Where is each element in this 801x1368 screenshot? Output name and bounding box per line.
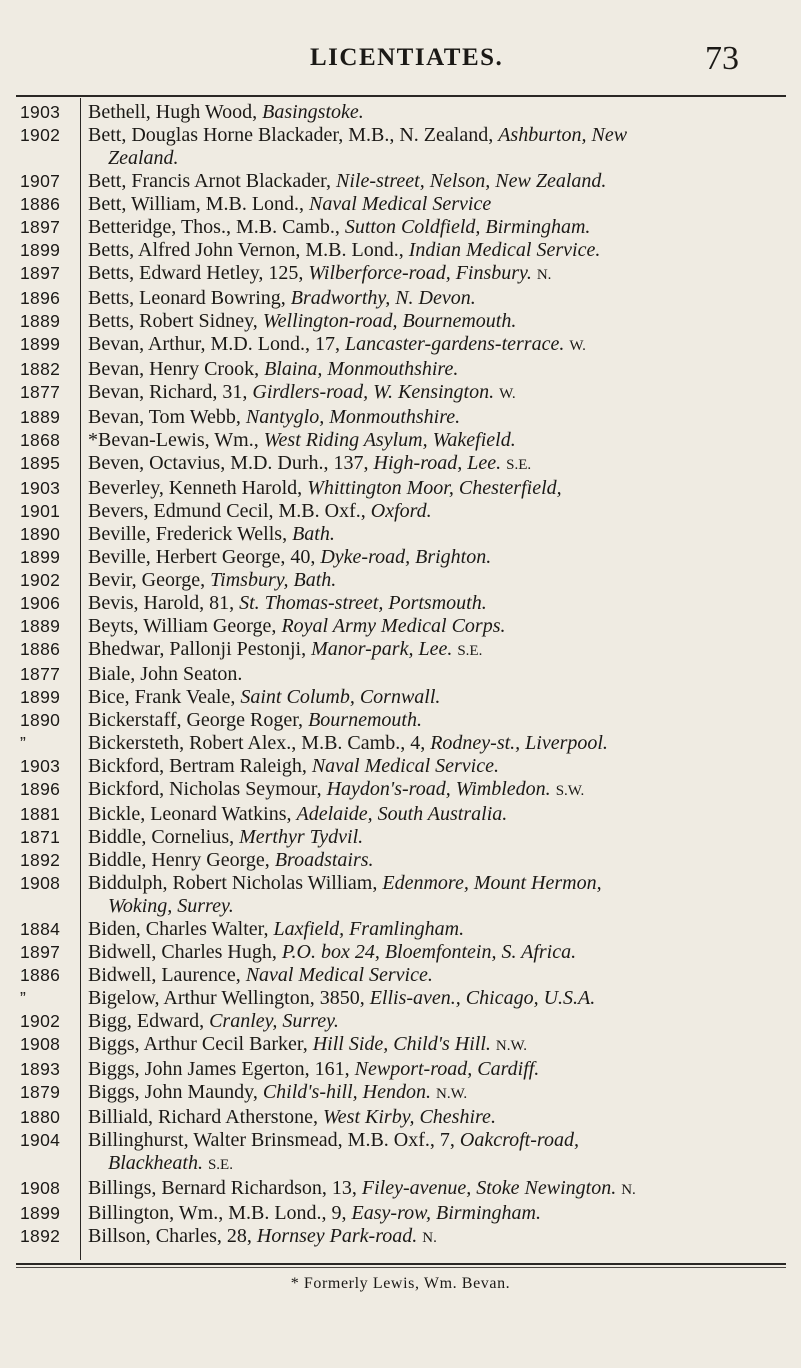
entry-name: Bevan, Arthur, M.D. Lond., 17, [88, 333, 340, 355]
entry-text [88, 262, 793, 287]
entry-year: 1892 [20, 1226, 61, 1246]
entry-name: Biden, Charles Walter, [88, 918, 269, 940]
entry-address: Nile-street, Nelson, New Zealand. [336, 170, 607, 192]
entry-text [88, 987, 793, 1010]
entry-name: Bethell, Hugh Wood, [88, 101, 258, 123]
entry-address: Girdlers-road, W. Kensington. [252, 381, 495, 403]
entry-text [88, 778, 793, 803]
entry-name: Bidwell, Charles Hugh, [88, 941, 277, 963]
entry-district: N. [621, 1182, 636, 1198]
entry-year: 1901 [20, 501, 61, 521]
entry-text [88, 592, 793, 615]
entry-address: Laxfield, Framlingham. [273, 918, 465, 940]
entry-name: Bigelow, Arthur Wellington, 3850, [88, 987, 365, 1009]
entry-name: Bevan, Richard, 31, [88, 381, 248, 403]
entry-year: 1907 [20, 171, 61, 191]
entry-name: Bett, William, M.B. Lond., [88, 193, 305, 215]
entry-text [88, 358, 793, 381]
entry-text [88, 686, 793, 709]
entry-address: Dyke-road, Brighton. [320, 546, 492, 568]
list-item [0, 216, 801, 239]
entry-address: Haydon's-road, Wimbledon. [326, 778, 551, 800]
entry-year: 1889 [20, 311, 61, 331]
entry-year: 1904 [20, 1130, 61, 1150]
list-item [0, 310, 801, 333]
entry-name: Bevis, Harold, 81, [88, 592, 235, 614]
entry-name: Bevers, Edmund Cecil, M.B. Oxf., [88, 500, 366, 522]
entry-text [88, 638, 793, 663]
entry-name: Bickle, Leonard Watkins, [88, 803, 292, 825]
entry-address: Wellington-road, Bournemouth. [262, 310, 517, 332]
entry-text [88, 941, 793, 964]
entry-address: Naval Medical Service. [245, 964, 433, 986]
entry-continuation-text: Woking, Surrey. [108, 895, 234, 917]
entry-year: 1868 [20, 430, 61, 450]
entry-year: 1899 [20, 547, 61, 567]
entry-name: Billington, Wm., M.B. Lond., 9, [88, 1202, 347, 1224]
entry-name: Bevan, Henry Crook, [88, 358, 260, 380]
entry-text [88, 124, 793, 147]
list-item [0, 941, 801, 964]
entry-name: Betteridge, Thos., M.B. Camb., [88, 216, 340, 238]
entry-district: W. [569, 338, 586, 354]
header-rule [16, 95, 786, 97]
entry-text [88, 546, 793, 569]
entry-text [88, 101, 793, 124]
list-item [0, 1177, 801, 1202]
list-item [0, 523, 801, 546]
entry-continuation [108, 1152, 801, 1177]
entry-year: 1902 [20, 570, 61, 590]
entry-name: Billson, Charles, 28, [88, 1225, 252, 1247]
entry-year: 1896 [20, 779, 61, 799]
entry-text [88, 1225, 793, 1250]
list-item [0, 803, 801, 826]
list-item [0, 101, 801, 124]
entry-district: S.W. [555, 783, 585, 799]
entry-text [88, 755, 793, 778]
footnote: * Formerly Lewis, Wm. Bevan. [290, 1275, 511, 1292]
entry-name: Bett, Francis Arnot Blackader, [88, 170, 332, 192]
list-item [0, 333, 801, 358]
entry-address: Oxford. [370, 500, 432, 522]
list-item [0, 262, 801, 287]
entry-text [88, 826, 793, 849]
entry-year: 1884 [20, 919, 61, 939]
list-item [0, 592, 801, 615]
entry-year: 1879 [20, 1082, 61, 1102]
entry-year: 1908 [20, 1034, 61, 1054]
entry-text [88, 452, 793, 477]
entry-text [88, 1058, 793, 1081]
entry-address: Ashburton, New [498, 124, 628, 146]
list-item [0, 686, 801, 709]
entry-year: 1899 [20, 687, 61, 707]
page-header [0, 40, 801, 84]
entry-name: Billings, Bernard Richardson, 13, [88, 1177, 357, 1199]
entry-text [88, 1177, 793, 1202]
footer-rule-thin [16, 1267, 786, 1268]
entry-district: S.E. [506, 457, 532, 473]
entry-name: Biale, John Seaton. [88, 663, 243, 685]
entry-year: 1895 [20, 453, 61, 473]
entry-text [88, 1010, 793, 1033]
entry-district: N.W. [495, 1038, 528, 1054]
entry-name: Biddle, Henry George, [88, 849, 270, 871]
entry-text [88, 872, 793, 895]
list-item [0, 964, 801, 987]
list-item [0, 918, 801, 941]
entry-year: 1897 [20, 217, 61, 237]
entry-address: Blaina, Monmouthshire. [264, 358, 459, 380]
list-item [0, 477, 801, 500]
entry-text [88, 1106, 793, 1129]
entry-address: St. Thomas-street, Portsmouth. [239, 592, 487, 614]
entry-address: Royal Army Medical Corps. [281, 615, 506, 637]
list-item [0, 406, 801, 429]
entry-address: Bradworthy, N. Devon. [290, 287, 476, 309]
entry-address: West Kirby, Cheshire. [322, 1106, 496, 1128]
list-item [0, 1010, 801, 1033]
entry-year: 1903 [20, 478, 61, 498]
list-item [0, 987, 801, 1010]
list-item [0, 872, 801, 918]
footer-rule [16, 1263, 786, 1265]
entry-name: Beven, Octavius, M.D. Durh., 137, [88, 452, 369, 474]
entry-continuation-district: S.E. [207, 1157, 233, 1173]
entry-address: Saint Columb, Cornwall. [240, 686, 441, 708]
entry-year: 1882 [20, 359, 61, 379]
entry-address: Filey-avenue, Stoke Newington. [361, 1177, 617, 1199]
entry-year: 1897 [20, 942, 61, 962]
list-item [0, 1081, 801, 1106]
list-item [0, 452, 801, 477]
entry-continuation [108, 147, 801, 170]
list-item [0, 546, 801, 569]
list-item [0, 124, 801, 170]
entry-text [88, 477, 793, 500]
list-item [0, 826, 801, 849]
entry-address: West Riding Asylum, Wakefield. [263, 429, 516, 451]
entry-name: Betts, Alfred John Vernon, M.B. Lond., [88, 239, 404, 261]
entry-name: *Bevan-Lewis, Wm., [88, 429, 259, 451]
entry-name: Bigg, Edward, [88, 1010, 205, 1032]
entry-year: 1889 [20, 407, 61, 427]
entry-year: 1889 [20, 616, 61, 636]
entry-name: Betts, Edward Hetley, 125, [88, 262, 304, 284]
entry-name: Bidwell, Laurence, [88, 964, 241, 986]
entry-text [88, 803, 793, 826]
entry-text [88, 239, 793, 262]
entry-name: Bickford, Bertram Raleigh, [88, 755, 307, 777]
entry-year: ” [20, 733, 27, 753]
entry-name: Billiald, Richard Atherstone, [88, 1106, 318, 1128]
entry-year: ” [20, 988, 27, 1008]
entry-text [88, 849, 793, 872]
entry-year: 1892 [20, 850, 61, 870]
list-item [0, 732, 801, 755]
entry-address: Nantyglo, Monmouthshire. [245, 406, 461, 428]
entry-address: Wilberforce-road, Finsbury. [308, 262, 532, 284]
entry-text [88, 1129, 793, 1152]
entry-year: 1902 [20, 1011, 61, 1031]
entry-address: Merthyr Tydvil. [239, 826, 364, 848]
entry-district: N. [536, 267, 552, 283]
entry-address: Edenmore, Mount Hermon, [382, 872, 602, 894]
entry-address: Indian Medical Service. [408, 239, 601, 261]
entry-district: S.E. [457, 643, 483, 659]
entry-text [88, 429, 793, 452]
entry-name: Billinghurst, Walter Brinsmead, M.B. Oxf., 7, [88, 1129, 455, 1151]
entry-name: Biddle, Cornelius, [88, 826, 235, 848]
entry-year: 1871 [20, 827, 61, 847]
list-item [0, 638, 801, 663]
entry-name: Bice, Frank Veale, [88, 686, 236, 708]
entry-year: 1880 [20, 1107, 61, 1127]
list-item [0, 429, 801, 452]
entry-text [88, 287, 793, 310]
entry-name: Bett, Douglas Horne Blackader, M.B., N. Zealand, [88, 124, 494, 146]
entry-address: Cranley, Surrey. [209, 1010, 339, 1032]
entry-year: 1893 [20, 1059, 61, 1079]
entry-name: Beverley, Kenneth Harold, [88, 477, 303, 499]
entry-year: 1886 [20, 194, 61, 214]
entry-text [88, 333, 793, 358]
entry-address: Hill Side, Child's Hill. [312, 1033, 491, 1055]
entry-name: Biddulph, Robert Nicholas William, [88, 872, 378, 894]
entry-name: Bickerstaff, George Roger, [88, 709, 304, 731]
entry-year: 1899 [20, 1203, 61, 1223]
entry-text [88, 663, 793, 686]
list-item [0, 569, 801, 592]
list-item [0, 849, 801, 872]
running-title: LICENTIATES. [310, 44, 504, 71]
list-item [0, 193, 801, 216]
entry-address: Naval Medical Service. [311, 755, 499, 777]
list-item [0, 615, 801, 638]
entry-text [88, 500, 793, 523]
entry-name: Bhedwar, Pallonji Pestonji, [88, 638, 307, 660]
entry-year: 1877 [20, 664, 61, 684]
entry-address: Broadstairs. [274, 849, 374, 871]
list-item [0, 358, 801, 381]
entry-name: Biggs, John James Egerton, 161, [88, 1058, 350, 1080]
list-item [0, 239, 801, 262]
entry-name: Beville, Herbert George, 40, [88, 546, 316, 568]
licentiates-list [0, 101, 801, 1250]
entry-continuation [108, 895, 801, 918]
entry-year: 1897 [20, 263, 61, 283]
entry-name: Biggs, Arthur Cecil Barker, [88, 1033, 308, 1055]
entry-text [88, 381, 793, 406]
entry-name: Biggs, John Maundy, [88, 1081, 258, 1103]
list-item [0, 1202, 801, 1225]
entry-address: Bournemouth. [308, 709, 422, 731]
entry-continuation-text: Blackheath. [108, 1152, 203, 1174]
entry-district: W. [499, 386, 516, 402]
entry-year: 1903 [20, 102, 61, 122]
list-item [0, 500, 801, 523]
entry-name: Bickersteth, Robert Alex., M.B. Camb., 4, [88, 732, 426, 754]
entry-year: 1896 [20, 288, 61, 308]
page-number: 73 [705, 40, 739, 77]
list-item [0, 1129, 801, 1177]
list-item [0, 1106, 801, 1129]
entry-text [88, 216, 793, 239]
entry-text [88, 523, 793, 546]
entry-address: Timsbury, Bath. [210, 569, 337, 591]
entry-year: 1899 [20, 240, 61, 260]
entry-address: Ellis-aven., Chicago, U.S.A. [369, 987, 596, 1009]
entry-year: 1902 [20, 125, 61, 145]
entry-address: Hornsey Park-road. [256, 1225, 418, 1247]
entry-address: Basingstoke. [262, 101, 364, 123]
entry-text [88, 732, 793, 755]
entry-text [88, 1202, 793, 1225]
entry-continuation-text: Zealand. [108, 147, 179, 169]
list-item [0, 663, 801, 686]
entry-year: 1886 [20, 639, 61, 659]
entry-name: Bevan, Tom Webb, [88, 406, 241, 428]
list-item [0, 1033, 801, 1058]
entry-text [88, 310, 793, 333]
entry-text [88, 918, 793, 941]
list-item [0, 1225, 801, 1250]
entry-name: Bickford, Nicholas Seymour, [88, 778, 322, 800]
list-item [0, 381, 801, 406]
entry-name: Betts, Robert Sidney, [88, 310, 258, 332]
entry-year: 1906 [20, 593, 61, 613]
entry-address: High-road, Lee. [373, 452, 502, 474]
entry-address: Child's-hill, Hendon. [262, 1081, 431, 1103]
entry-year: 1903 [20, 756, 61, 776]
entry-address: Naval Medical Service [309, 193, 492, 215]
entry-name: Betts, Leonard Bowring, [88, 287, 286, 309]
entry-district: N. [422, 1230, 437, 1246]
entry-text [88, 964, 793, 987]
entry-address: Lancaster-gardens-terrace. [344, 333, 565, 355]
entry-text [88, 615, 793, 638]
list-item [0, 755, 801, 778]
entry-text [88, 170, 793, 193]
entry-year: 1890 [20, 710, 61, 730]
entry-year: 1908 [20, 1178, 61, 1198]
entry-address: Bath. [292, 523, 335, 545]
entry-text [88, 1033, 793, 1058]
entry-name: Beville, Frederick Wells, [88, 523, 288, 545]
entry-name: Beyts, William George, [88, 615, 277, 637]
entry-address: Rodney-st., Liverpool. [430, 732, 608, 754]
entry-address: Adelaide, South Australia. [296, 803, 508, 825]
entry-text [88, 406, 793, 429]
list-item [0, 778, 801, 803]
list-item [0, 170, 801, 193]
entry-year: 1899 [20, 334, 61, 354]
entry-year: 1890 [20, 524, 61, 544]
entry-address: Oakcroft-road, [459, 1129, 579, 1151]
entry-text [88, 569, 793, 592]
entry-year: 1886 [20, 965, 61, 985]
entry-address: Easy-row, Birmingham. [351, 1202, 541, 1224]
entry-address: Whittington Moor, Chesterfield, [307, 477, 562, 499]
list-item [0, 1058, 801, 1081]
entry-year: 1881 [20, 804, 61, 824]
entry-year: 1877 [20, 382, 61, 402]
entry-address: P.O. box 24, Bloemfontein, S. Africa. [281, 941, 577, 963]
entry-text [88, 193, 793, 216]
entry-district: N.W. [436, 1086, 468, 1102]
list-item [0, 287, 801, 310]
entry-address: Manor-park, Lee. [311, 638, 453, 660]
entry-address: Newport-road, Cardiff. [354, 1058, 540, 1080]
entry-year: 1908 [20, 873, 61, 893]
entry-address: Sutton Coldfield, Birmingham. [344, 216, 591, 238]
entry-text [88, 1081, 793, 1106]
list-item [0, 709, 801, 732]
entry-name: Bevir, George, [88, 569, 206, 591]
entry-text [88, 709, 793, 732]
